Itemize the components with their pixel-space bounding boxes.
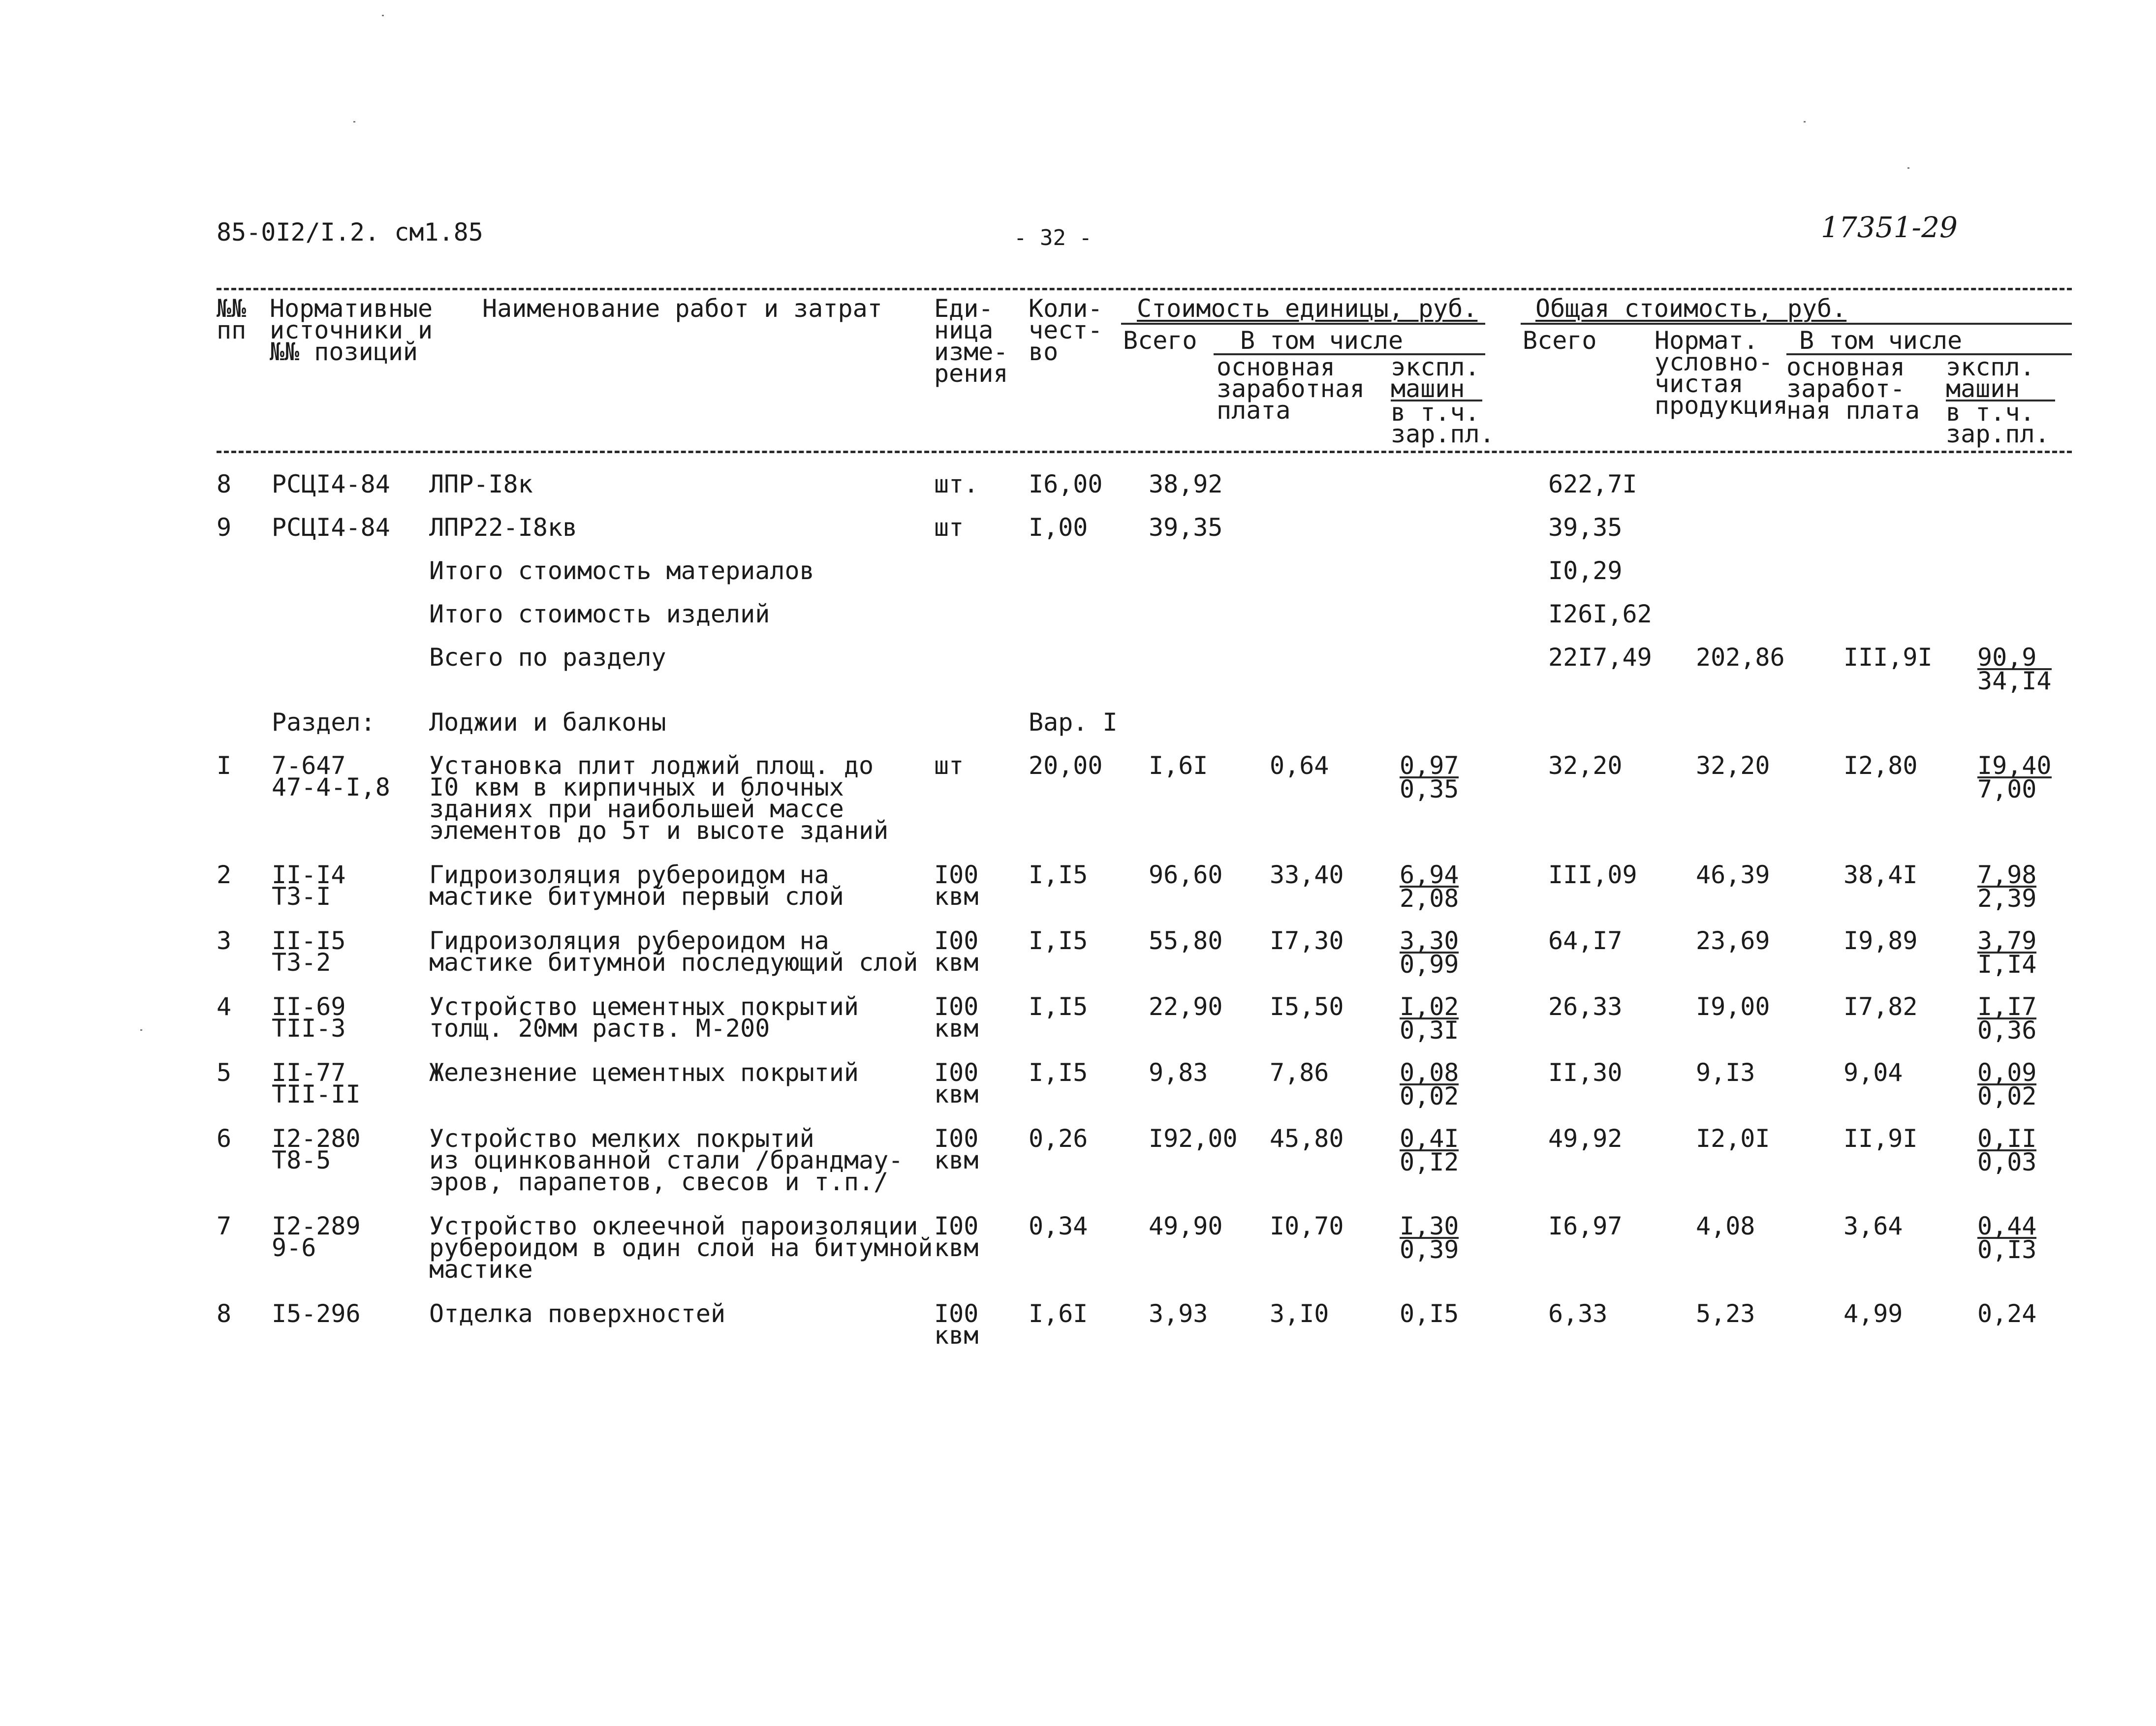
row-source: I2-280 Т8-5 (272, 1124, 361, 1174)
row-unit: I00 квм (934, 992, 979, 1043)
section-name: Лоджии и балконы (429, 708, 666, 737)
row-total-machines (1977, 751, 2052, 803)
row-source: РСЦI4-84 (272, 470, 390, 498)
col-header-total-normative: Нормат. условно- чистая продукция (1655, 326, 1788, 420)
row-total-machines-value: 0,09 (1977, 1058, 2037, 1087)
row-qty: I,I5 (1029, 926, 1088, 955)
document-code: 85-0I2/I.2. см1.85 (217, 218, 483, 247)
scan-speck (353, 121, 355, 123)
col-header-name: Наименование работ и затрат (482, 294, 882, 323)
row-unit-machines (1400, 1058, 1459, 1110)
subtotal-products-value: I26I,62 (1548, 600, 1652, 628)
row-unit-machines (1400, 1124, 1459, 1176)
col-header-qty: Коли- чест- во (1029, 294, 1103, 366)
col-header-total-cost-group: Общая стоимость, руб. (1535, 294, 1847, 323)
section-total-value: 22I7,49 (1548, 643, 1652, 672)
row-name: Гидроизоляция рубероидом на мастике битумной первый слой (429, 861, 844, 911)
row-unit-machines (1400, 926, 1459, 979)
row-unit-wage: I5,50 (1270, 992, 1344, 1021)
row-qty: 20,00 (1029, 751, 1103, 780)
row-unit: I00 квм (934, 1124, 979, 1174)
section-total-wage: III,9I (1844, 643, 1933, 672)
machines-value: 90,9 (1977, 643, 2037, 672)
section-variant: Вар. I (1029, 708, 1118, 737)
row-name: Гидроизоляция рубероидом на мастике битумной последующий слой (429, 926, 918, 977)
row-num: 9 (217, 513, 232, 542)
row-unit-machines-value: 3,30 (1400, 926, 1459, 955)
col-header-unit-wage: основная заработная плата (1217, 353, 1365, 425)
row-unit-machines-value: I,30 (1400, 1212, 1459, 1240)
col-header-unit-cost-total: Всего (1123, 326, 1197, 355)
row-qty: I,00 (1029, 513, 1088, 542)
row-total-machines (1977, 861, 2037, 913)
row-source: 7-647 47-4-I,8 (272, 751, 390, 801)
row-wage: 3,64 (1844, 1212, 1903, 1240)
col-header-total-mach-bottom: в т.ч. зар.пл. (1946, 398, 2050, 448)
row-unit-machines-wage-value: 0,39 (1400, 1235, 1459, 1264)
header-top-rule (217, 288, 2072, 290)
row-total-machines-value: 0,II (1977, 1124, 2037, 1153)
row-name: Устройство цементных покрытий толщ. 20мм раств. М-200 (429, 992, 859, 1043)
row-num: 8 (217, 470, 232, 498)
row-name: ЛПР22-I8кв (429, 513, 578, 542)
row-unit: I00 квм (934, 1058, 979, 1109)
row-total: 622,7I (1548, 470, 1637, 498)
row-qty: I,I5 (1029, 861, 1088, 889)
row-total-machines-value: I,I7 (1977, 992, 2037, 1021)
row-total-machines-value: 0,24 (1977, 1299, 2037, 1328)
row-unit-machines-wage-value: 0,3I (1400, 1016, 1459, 1045)
col-header-num: №№ пп (217, 294, 247, 344)
row-wage: 9,04 (1844, 1058, 1903, 1087)
section-total-machines (1977, 643, 2052, 695)
row-unit-machines (1400, 1299, 1459, 1328)
row-normative: 32,20 (1696, 751, 1770, 780)
row-name: Железнение цементных покрытий (429, 1058, 859, 1087)
row-normative: 5,23 (1696, 1299, 1755, 1328)
row-normative: 46,39 (1696, 861, 1770, 889)
row-total: 32,20 (1548, 751, 1623, 780)
row-normative: I9,00 (1696, 992, 1770, 1021)
row-source: РСЦI4-84 (272, 513, 390, 542)
scan-speck (382, 15, 384, 16)
row-total-machines-wage-value: 2,39 (1977, 884, 2037, 913)
row-unit-wage: I0,70 (1270, 1212, 1344, 1240)
row-unit: I00 квм (934, 926, 979, 977)
row-source: I5-296 (272, 1299, 361, 1328)
row-wage: I2,80 (1844, 751, 1918, 780)
row-source: II-I5 Т3-2 (272, 926, 346, 977)
row-total-machines-wage-value: 7,00 (1977, 776, 2052, 800)
row-unit-wage: 45,80 (1270, 1124, 1344, 1153)
row-unit-machines-wage-value: 0,02 (1400, 1082, 1459, 1110)
row-source: II-I4 Т3-I (272, 861, 346, 911)
row-qty: 0,26 (1029, 1124, 1088, 1153)
row-unit-total: 96,60 (1149, 861, 1223, 889)
row-qty: I6,00 (1029, 470, 1103, 498)
row-total-machines (1977, 1212, 2037, 1264)
unit-cost-group-rule (1121, 323, 1485, 325)
row-unit-machines-value: 0,97 (1400, 751, 1459, 780)
scan-speck (1804, 121, 1806, 123)
col-header-unit-mach-bottom: в т.ч. зар.пл. (1391, 398, 1495, 448)
row-unit-total: 3,93 (1149, 1299, 1208, 1328)
machines-wage-value: 34,I4 (1977, 667, 2052, 695)
row-total: 26,33 (1548, 992, 1623, 1021)
row-num: 4 (217, 992, 232, 1021)
row-unit-machines-value: 0,I5 (1400, 1299, 1459, 1328)
row-total: 39,35 (1548, 513, 1623, 542)
row-total-machines-wage-value: 0,I3 (1977, 1235, 2037, 1264)
row-wage: I7,82 (1844, 992, 1918, 1021)
row-total-machines (1977, 992, 2037, 1045)
section-label: Раздел: (272, 708, 375, 737)
row-qty: I,6I (1029, 1299, 1088, 1328)
row-unit-machines-value: 6,94 (1400, 861, 1459, 889)
row-unit: I00 квм (934, 1299, 979, 1350)
row-total-machines-value: I9,40 (1977, 751, 2052, 780)
row-total-machines (1977, 1124, 2037, 1176)
row-unit-machines-value: 0,08 (1400, 1058, 1459, 1087)
row-normative: 4,08 (1696, 1212, 1755, 1240)
scan-speck (1907, 167, 1909, 169)
col-header-unit-mach-top: экспл. машин (1391, 353, 1480, 403)
row-total: 6,33 (1548, 1299, 1608, 1328)
row-unit-machines-value: I,02 (1400, 992, 1459, 1021)
scan-speck (140, 1029, 142, 1031)
row-unit-total: 38,92 (1149, 470, 1223, 498)
row-source: II-77 ТII-II (272, 1058, 361, 1109)
row-total: 49,92 (1548, 1124, 1623, 1153)
col-header-unit-incl: В том числе (1240, 326, 1404, 355)
row-num: 2 (217, 861, 232, 889)
row-unit-machines-value: 0,4I (1400, 1124, 1459, 1153)
row-total-machines (1977, 1058, 2037, 1110)
row-unit-wage: 33,40 (1270, 861, 1344, 889)
row-total-machines-value: 0,44 (1977, 1212, 2037, 1240)
total-cost-group-rule (1521, 323, 2072, 325)
row-name: Отделка поверхностей (429, 1299, 726, 1328)
row-unit: I00 квм (934, 861, 979, 911)
row-unit: шт (934, 751, 964, 780)
section-total-label: Всего по разделу (429, 643, 666, 672)
row-total-machines-value: 7,98 (1977, 861, 2037, 889)
row-total-machines-wage-value: 0,36 (1977, 1016, 2037, 1045)
row-total-machines (1977, 1299, 2037, 1328)
row-unit-total: 39,35 (1149, 513, 1223, 542)
row-total: II,30 (1548, 1058, 1623, 1087)
row-normative: I2,0I (1696, 1124, 1770, 1153)
row-unit-total: 55,80 (1149, 926, 1223, 955)
row-unit-wage: 0,64 (1270, 751, 1329, 780)
row-total: I6,97 (1548, 1212, 1623, 1240)
row-unit-machines (1400, 751, 1459, 803)
col-header-unit-cost-group: Стоимость единицы, руб. (1137, 294, 1478, 323)
row-normative: 9,I3 (1696, 1058, 1755, 1087)
row-unit: шт (934, 513, 964, 542)
row-total: III,09 (1548, 861, 1637, 889)
row-total-machines-wage-value: 0,03 (1977, 1148, 2037, 1176)
row-wage: 38,4I (1844, 861, 1918, 889)
row-name: ЛПР-I8к (429, 470, 533, 498)
subtotal-products-label: Итого стоимость изделий (429, 600, 770, 628)
row-normative: 23,69 (1696, 926, 1770, 955)
row-num: 7 (217, 1212, 232, 1240)
row-unit-wage: I7,30 (1270, 926, 1344, 955)
row-total-machines-wage-value: 0,02 (1977, 1082, 2037, 1110)
row-total-machines-value: 3,79 (1977, 926, 2037, 955)
row-num: 5 (217, 1058, 232, 1087)
col-header-total-incl: В том числе (1799, 326, 1963, 355)
col-header-total-total: Всего (1523, 326, 1597, 355)
header-bottom-rule (217, 451, 2072, 453)
row-unit-machines-wage-value: 2,08 (1400, 884, 1459, 913)
row-unit-machines-wage-value: 0,I2 (1400, 1148, 1459, 1176)
row-total-machines-wage-value: I,I4 (1977, 950, 2037, 979)
row-source: I2-289 9-6 (272, 1212, 361, 1262)
row-num: 6 (217, 1124, 232, 1153)
row-unit-machines (1400, 861, 1459, 913)
page-number: - 32 - (1014, 225, 1092, 250)
row-qty: I,I5 (1029, 992, 1088, 1021)
row-num: 8 (217, 1299, 232, 1328)
subtotal-materials-label: Итого стоимость материалов (429, 556, 814, 585)
section-total-normative: 202,86 (1696, 643, 1785, 672)
row-unit: шт. (934, 470, 979, 498)
row-name: Установка плит лоджий площ. до I0 квм в кирпичных и блочных зданиях при наибольшей массе элементов до 5т и высоте зданий (429, 751, 889, 845)
col-header-total-mach-top: экспл. машин (1946, 353, 2035, 403)
row-wage: 4,99 (1844, 1299, 1903, 1328)
row-name: Устройство мелких покрытий из оцинкованной стали /брандмау- эров, парапетов, свесов и т.п./ (429, 1124, 904, 1196)
row-wage: II,9I (1844, 1124, 1918, 1153)
row-qty: I,I5 (1029, 1058, 1088, 1087)
handwritten-number: 17351-29 (1821, 211, 1958, 244)
row-total-machines (1977, 926, 2037, 979)
subtotal-materials-value: I0,29 (1548, 556, 1623, 585)
col-header-total-wage: основная заработ- ная плата (1786, 353, 1920, 425)
row-unit-total: 22,90 (1149, 992, 1223, 1021)
row-num: 3 (217, 926, 232, 955)
row-name: Устройство оклеечной пароизоляции рубероидом в один слой на битумной мастике (429, 1212, 933, 1284)
row-unit-machines (1400, 1212, 1459, 1264)
row-unit: I00 квм (934, 1212, 979, 1262)
row-source: II-69 ТII-3 (272, 992, 346, 1043)
row-unit-total: 49,90 (1149, 1212, 1223, 1240)
row-unit-total: 9,83 (1149, 1058, 1208, 1087)
row-total: 64,I7 (1548, 926, 1623, 955)
row-unit-machines-wage-value: 0,35 (1400, 775, 1459, 803)
row-unit-wage: 3,I0 (1270, 1299, 1329, 1328)
row-unit-wage: 7,86 (1270, 1058, 1329, 1087)
row-num: I (217, 751, 232, 780)
row-wage: I9,89 (1844, 926, 1918, 955)
row-unit-total: I,6I (1149, 751, 1208, 780)
row-unit-total: I92,00 (1149, 1124, 1238, 1153)
row-unit-machines-wage-value: 0,99 (1400, 950, 1459, 979)
col-header-source: Нормативные источники и №№ позиций (270, 294, 433, 366)
col-header-unit: Еди- ница изме- рения (934, 294, 1008, 388)
row-unit-machines (1400, 992, 1459, 1045)
row-qty: 0,34 (1029, 1212, 1088, 1240)
